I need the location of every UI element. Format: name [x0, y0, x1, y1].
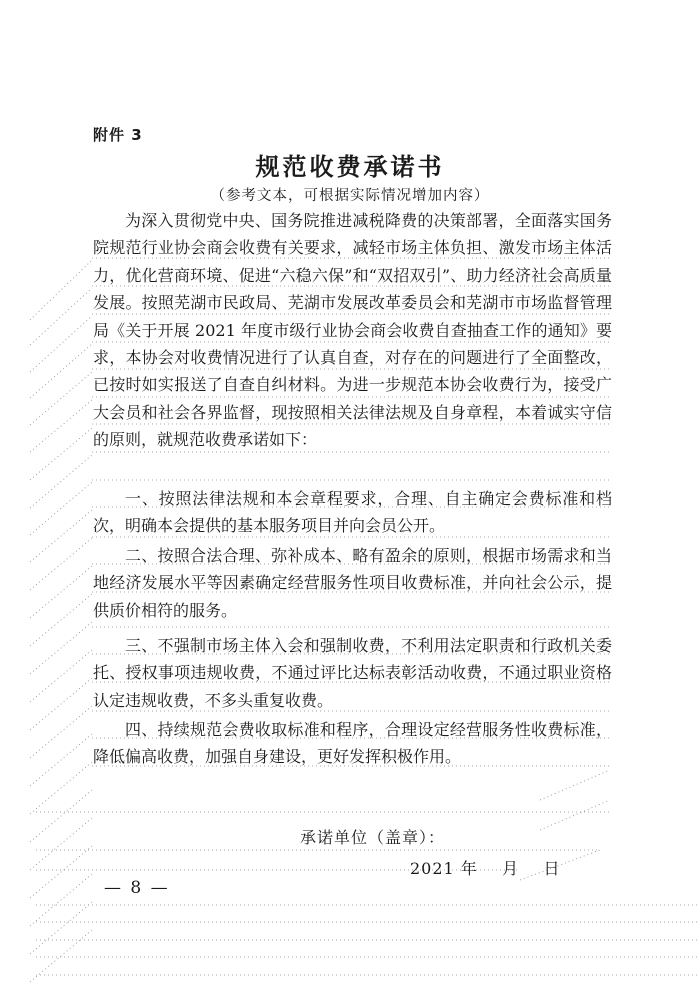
signing-unit-label: 承诺单位（盖章）： [300, 828, 446, 847]
commitment-item-2: 二、按照合法合理、弥补成本、略有盈余的原则，根据市场需求和当地经济发展水平等因素确定经营服务性项目收费标准，并向社会公示，提供质价相符的服务。 [93, 546, 612, 620]
commitment-item-4: 四、持续规范会费收取标准和程序，合理设定经营服务性收费标准，降低偏高收费，加强自身建设，更好发挥积极作用。 [93, 720, 612, 767]
commitment-item-1: 一、按照法律法规和本会章程要求，合理、自主确定会费标准和档次，明确本会提供的基本服务项目并向会员公开。 [93, 489, 612, 536]
intro-paragraph: 为深入贯彻党中央、国务院推进减税降费的决策部署，全面落实国务院规范行业协会商会收费有关要求，减轻市场主体负担、激发市场主体活力，优化营商环境、促进“六稳六保”和“双招双引”、助力经济社会高质量发展。按照芜湖市民政局、芜湖市发展改革委员会和芜湖市市场监督管理局《关于开展 2021 年度市级行业协会商会收费自查抽查工作的通知》要求，本协会对收费情况进行了认真自查，对存在的问题进行了全面整改，已按时如实报送了自查自纠材料。为进一步规范本协会收费行为，接受广大会员和社会各界监督，现按照相关法律法规及自身章程，本着诚实守信的原则，就规范收费承诺如下： [93, 211, 612, 450]
page-number: — 8 — [104, 878, 170, 898]
document-subtitle: （参考文本，可根据实际情况增加内容） [210, 188, 490, 204]
document-title: 规范收费承诺书 [255, 152, 445, 181]
attachment-label: 附件 3 [93, 126, 143, 144]
commitment-item-3: 三、不强制市场主体入会和强制收费，不利用法定职责和行政机关委托、授权事项违规收费，不通过评比达标表彰活动收费，不通过职业资格认定违规收费，不多头重复收费。 [93, 636, 612, 710]
signing-date: 2021 年 月 日 [410, 859, 561, 878]
